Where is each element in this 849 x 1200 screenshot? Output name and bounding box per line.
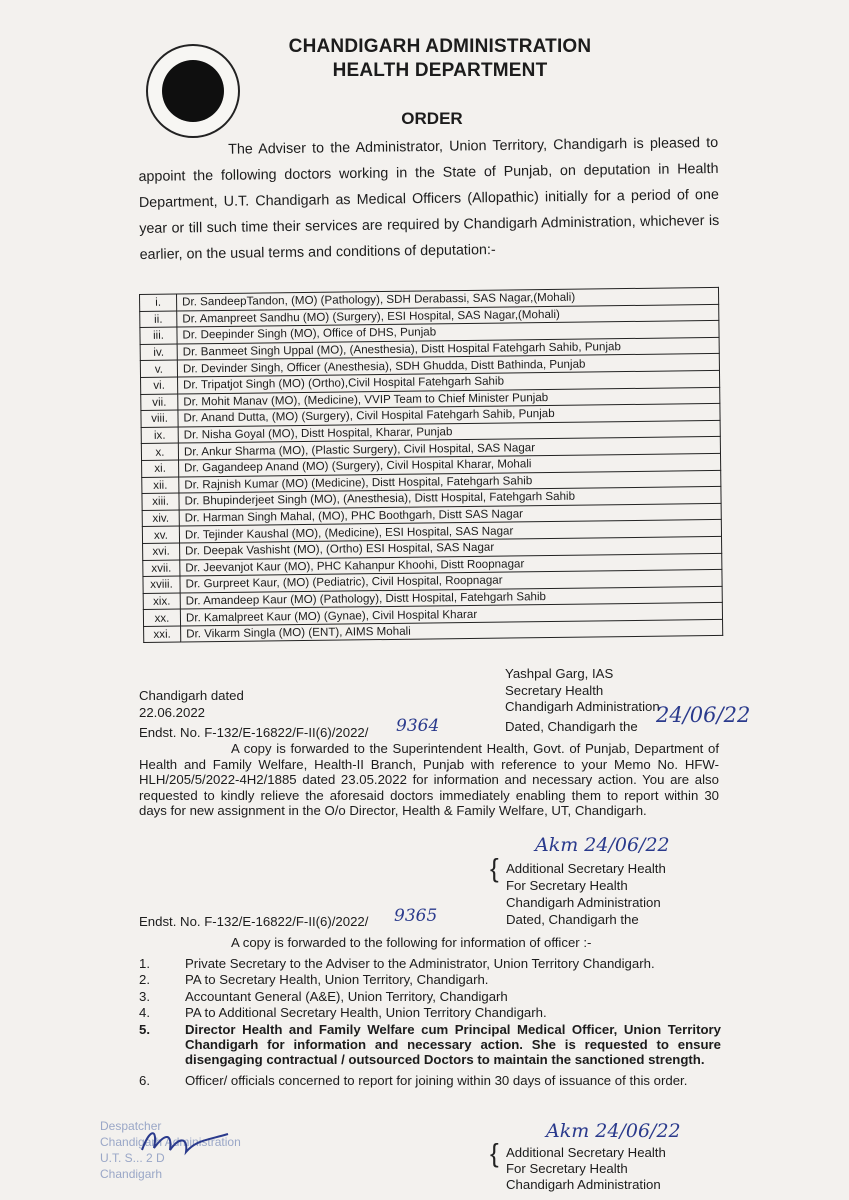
- doctor-serial: i.: [140, 294, 177, 311]
- doctor-serial: xii.: [142, 477, 179, 494]
- sig1-for: For Secretary Health: [506, 878, 628, 893]
- doctor-entry: Dr. Jeevanjot Kaur (MO), PHC Kahanpur Khoohi, Distt Roopnagar: [180, 553, 722, 576]
- doctor-serial: v.: [140, 360, 177, 377]
- doctor-entry: Dr. Rajnish Kumar (MO) (Medicine), Distt Hospital, Fatehgarh Sahib: [179, 470, 721, 493]
- handwritten-signature-2: Akm 24/06/22: [546, 1120, 681, 1142]
- doctor-entry: Dr. Deepak Vashisht (MO), (Ortho) ESI Hospital, SAS Nagar: [180, 536, 722, 559]
- doctor-serial: xviii.: [143, 576, 180, 593]
- doctor-serial: xiii.: [142, 493, 179, 510]
- doctor-serial: ii.: [140, 311, 177, 328]
- doctor-serial: xv.: [142, 526, 179, 543]
- doctor-serial: x.: [141, 443, 178, 460]
- doctor-entry: Dr. Vikarm Singla (MO) (ENT), AIMS Mohali: [181, 619, 723, 642]
- doctors-table: [139, 287, 723, 644]
- list-item: 5. Director Health and Family Welfare cum Principal Medical Officer, Union Territory Chandigarh for information and necessary action. She is requested to ensure disengaging contractual / outsourced Doctors to maintain the sanctioned strength.: [139, 1021, 721, 1068]
- doctor-entry: Dr. Tejinder Kaushal (MO), (Medicine), ESI Hospital, SAS Nagar: [179, 520, 721, 543]
- doctor-serial: viii.: [141, 410, 178, 427]
- doctor-serial: xiv.: [142, 510, 179, 527]
- sig1-designation: Additional Secretary Health: [506, 861, 666, 876]
- doctor-entry: Dr. Mohit Manav (MO), (Medicine), VVIP Team to Chief Minister Punjab: [178, 387, 720, 410]
- doctor-serial: vi.: [141, 377, 178, 394]
- department-seal: [146, 44, 240, 138]
- doctor-entry: Dr. Devinder Singh, Officer (Anesthesia), SDH Ghudda, Distt Bathinda, Punjab: [177, 354, 719, 377]
- sig2-for: For Secretary Health: [506, 1161, 628, 1176]
- list-item: 1. Private Secretary to the Adviser to the Administrator, Union Territory Chandigarh.: [139, 956, 655, 971]
- place-dated: Chandigarh dated: [139, 688, 244, 703]
- bracket-mark-2: {: [490, 1138, 499, 1168]
- doctor-entry: Dr. Amanpreet Sandhu (MO) (Surgery), ESI Hospital, SAS Nagar,(Mohali): [177, 304, 719, 327]
- doctor-serial: xi.: [142, 460, 179, 477]
- doctor-entry: Dr. Bhupinderjeet Singh (MO), (Anesthesia), Distt Hospital, Fatehgarh Sahib: [179, 487, 721, 510]
- signatory-name: Yashpal Garg, IAS: [505, 666, 614, 681]
- copy-intro-2: A copy is forwarded to the following for information of officer :-: [231, 935, 592, 950]
- doctor-serial: xxi.: [144, 626, 181, 643]
- doctor-entry: Dr. Harman Singh Mahal, (MO), PHC Boothgarh, Distt SAS Nagar: [179, 503, 721, 526]
- doctor-entry: Dr. Gurpreet Kaur, (MO) (Pediatric), Civil Hospital, Roopnagar: [180, 569, 722, 592]
- bracket-mark-1: {: [490, 853, 499, 883]
- doctors-table-body: [140, 287, 723, 643]
- list-item: 3. Accountant General (A&E), Union Territory, Chandigarh: [139, 988, 508, 1004]
- despatch-stamp: Despatcher Chandigarh Administration U.T. S... 2 D Chandigarh: [100, 1119, 241, 1181]
- copy-paragraph-1-text: A copy is forwarded to the Superintendent Health, Govt. of Punjab, Department of Health and Family Welfare, Health-II Branch, Punjab with reference to your Memo No. HFW-HLH/205/5/2022-4H2/1885 dated 23.05.2022 for information and necessary action. You are also requested to kindly relieve the aforesaid doctors immediately enabling them to report within 30 days for new assignment in the O/o Director, Health & Family Welfare, UT, Chandigarh.: [139, 741, 719, 819]
- sig2-org: Chandigarh Administration: [506, 1177, 661, 1192]
- doctor-serial: xvii.: [143, 560, 180, 577]
- intro-text: The Adviser to the Administrator, Union Territory, Chandigarh is pleased to appoint the following doctors working in the State of Punjab, on deputation in Health Department, U.T. Chandigarh as Medical Officers (Allopathic) initially for a period of one year or till such time their services are required by Chandigarh Administration, whichever is earlier, on the usual terms and conditions of deputation:-: [138, 134, 720, 263]
- signatory-title: Secretary Health: [505, 683, 604, 698]
- despatch-signature-scribble: [136, 1120, 236, 1164]
- doctor-serial: ix.: [141, 427, 178, 444]
- order-title: ORDER: [401, 109, 463, 128]
- doctor-entry: Dr. Deepinder Singh (MO), Office of DHS, Punjab: [177, 321, 719, 344]
- header-line-1: CHANDIGARH ADMINISTRATION: [288, 36, 592, 57]
- doctor-serial: vii.: [141, 394, 178, 411]
- dated-chandigarh-1: Dated, Chandigarh the: [505, 719, 638, 734]
- doctor-entry: Dr. Banmeet Singh Uppal (MO), (Anesthesia), Distt Hospital Fatehgarh Sahib, Punjab: [177, 337, 719, 360]
- doctor-entry: Dr. Gagandeep Anand (MO) (Surgery), Civil Hospital Kharar, Mohali: [179, 453, 721, 476]
- doctor-entry: Dr. Anand Dutta, (MO) (Surgery), Civil Hospital Fatehgarh Sahib, Punjab: [178, 404, 720, 427]
- doctor-entry: Dr. SandeepTandon, (MO) (Pathology), SDH Derabassi, SAS Nagar,(Mohali): [177, 287, 719, 310]
- doctor-entry: Dr. Kamalpreet Kaur (MO) (Gynae), Civil Hospital Kharar: [180, 603, 722, 626]
- list-item: 2. PA to Secretary Health, Union Territory, Chandigarh.: [139, 972, 489, 988]
- signatory-org: Chandigarh Administration: [505, 699, 660, 714]
- doctor-serial: iii.: [140, 327, 177, 344]
- handwritten-dispatch-number-1: 9364: [396, 716, 440, 736]
- endorsement-number-1: Endst. No. F-132/E-16822/F-II(6)/2022/: [139, 725, 369, 740]
- sig2-designation: Additional Secretary Health: [506, 1145, 666, 1160]
- handwritten-signature-1: Akm 24/06/22: [535, 834, 670, 856]
- handwritten-date-1: 24/06/22: [656, 703, 751, 727]
- endorsement-number-2: Endst. No. F-132/E-16822/F-II(6)/2022/: [139, 914, 369, 929]
- list-item: 4. PA to Additional Secretary Health, Union Territory Chandigarh.: [139, 1005, 547, 1021]
- copy-paragraph-1: [139, 741, 719, 819]
- sig1-org: Chandigarh Administration: [506, 895, 661, 910]
- doctor-entry: Dr. Tripatjot Singh (MO) (Ortho),Civil Hospital Fatehgarh Sahib: [178, 370, 720, 393]
- doctor-entry: Dr. Ankur Sharma (MO), (Plastic Surgery), Civil Hospital, SAS Nagar: [178, 437, 720, 460]
- doctor-serial: iv.: [140, 344, 177, 361]
- doctor-serial: xvi.: [143, 543, 180, 560]
- list-item: 6. Officer/ officials concerned to report for joining within 30 days of issuance of this order.: [139, 1072, 688, 1088]
- doctor-entry: Dr. Nisha Goyal (MO), Distt Hospital, Kharar, Punjab: [178, 420, 720, 443]
- seal-emblem: [162, 60, 224, 122]
- recipients-list: [139, 956, 721, 1089]
- sig1-dated: Dated, Chandigarh the: [506, 912, 639, 927]
- doctor-serial: xix.: [143, 593, 180, 610]
- doctor-entry: Dr. Amandeep Kaur (MO) (Pathology), Distt Hospital, Fatehgarh Sahib: [180, 586, 722, 609]
- doctors-table-wrap: [139, 287, 723, 644]
- doctor-serial: xx.: [143, 609, 180, 626]
- order-date: 22.06.2022: [139, 705, 206, 720]
- intro-paragraph: [138, 130, 720, 268]
- handwritten-dispatch-number-2: 9365: [394, 906, 438, 926]
- header-line-2: HEALTH DEPARTMENT: [332, 60, 548, 81]
